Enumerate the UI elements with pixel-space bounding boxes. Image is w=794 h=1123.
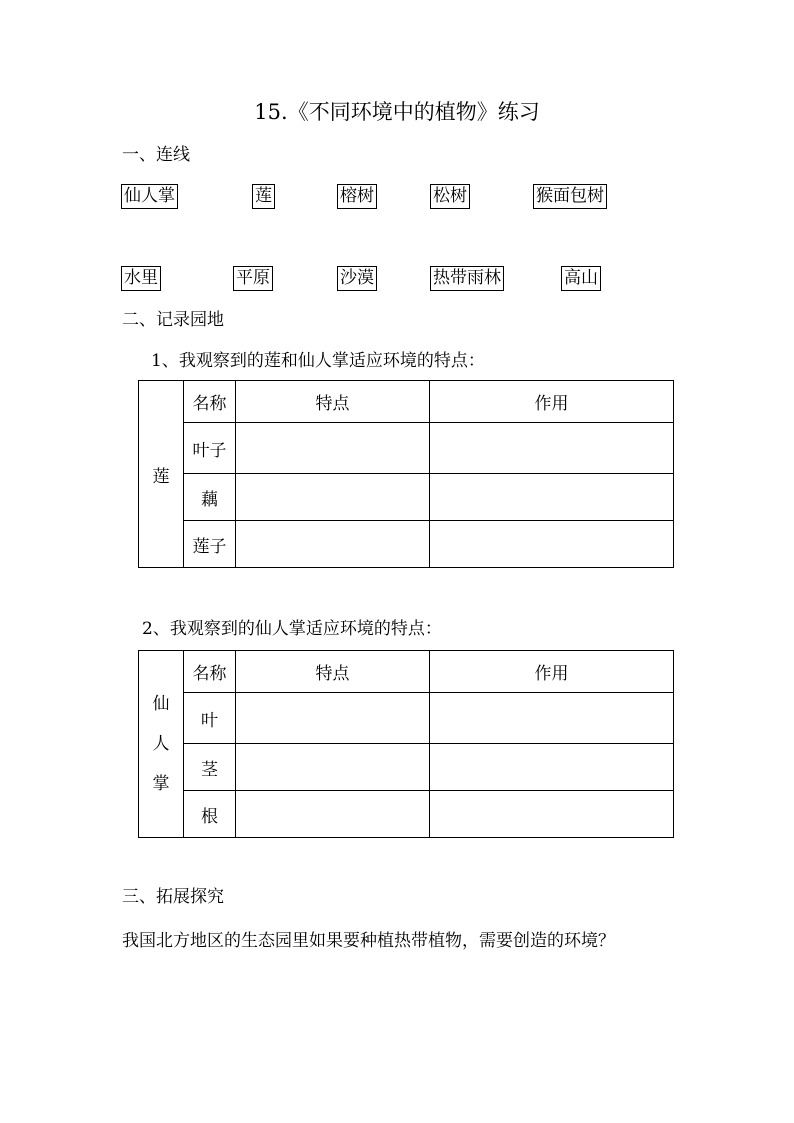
header-name: 名称 xyxy=(184,651,236,693)
cactus-table xyxy=(138,650,674,838)
header-name: 名称 xyxy=(184,381,236,423)
plant-box-baobab[interactable]: 猴面包树 xyxy=(533,184,607,209)
section-2-heading: 二、记录园地 xyxy=(122,310,224,330)
plant-box-lotus[interactable]: 莲 xyxy=(252,184,275,209)
plant-box-cactus[interactable]: 仙人掌 xyxy=(121,184,178,209)
row-label-seed: 莲子 xyxy=(184,521,236,568)
feature-input-stem[interactable] xyxy=(236,744,430,791)
row-label-stem: 茎 xyxy=(184,744,236,791)
environment-box-mountain[interactable]: 高山 xyxy=(561,266,601,291)
environment-box-desert[interactable]: 沙漠 xyxy=(337,266,377,291)
row-label-leaf: 叶子 xyxy=(184,423,236,474)
environment-box-water[interactable]: 水里 xyxy=(121,266,161,291)
page-title: 15.《不同环境中的植物》练习 xyxy=(254,100,540,124)
cactus-group-char-2: 人 xyxy=(152,734,170,754)
question-2: 2、我观察到的仙人掌适应环境的特点： xyxy=(142,619,442,639)
environment-box-plain[interactable]: 平原 xyxy=(233,266,273,291)
plant-box-banyan[interactable]: 榕树 xyxy=(337,184,377,209)
lotus-table xyxy=(138,380,674,568)
lotus-group-cell: 莲 xyxy=(139,381,184,568)
row-label-root: 根 xyxy=(184,791,236,838)
header-feature: 特点 xyxy=(236,381,430,423)
function-input-root[interactable] xyxy=(430,791,674,838)
cactus-group-char-3: 掌 xyxy=(152,774,170,794)
extension-question: 我国北方地区的生态园里如果要种植热带植物，需要创造的环境？ xyxy=(122,931,615,951)
environment-box-rainforest[interactable]: 热带雨林 xyxy=(430,266,504,291)
function-input-stem[interactable] xyxy=(430,744,674,791)
function-input-leaf[interactable] xyxy=(430,423,674,474)
row-label-leaf: 叶 xyxy=(184,693,236,744)
feature-input-seed[interactable] xyxy=(236,521,430,568)
feature-input-leaf[interactable] xyxy=(236,693,430,744)
plant-box-pine[interactable]: 松树 xyxy=(430,184,470,209)
row-label-root: 藕 xyxy=(184,474,236,521)
function-input-seed[interactable] xyxy=(430,521,674,568)
question-1: 1、我观察到的莲和仙人掌适应环境的特点： xyxy=(151,351,485,371)
header-feature: 特点 xyxy=(236,651,430,693)
feature-input-leaf[interactable] xyxy=(236,423,430,474)
section-3-heading: 三、拓展探究 xyxy=(122,887,224,907)
cactus-group-char-1: 仙 xyxy=(152,694,170,714)
cactus-group-cell xyxy=(139,651,184,838)
header-function: 作用 xyxy=(430,651,674,693)
feature-input-root[interactable] xyxy=(236,791,430,838)
header-function: 作用 xyxy=(430,381,674,423)
function-input-root[interactable] xyxy=(430,474,674,521)
function-input-leaf[interactable] xyxy=(430,693,674,744)
feature-input-root[interactable] xyxy=(236,474,430,521)
section-1-heading: 一、连线 xyxy=(122,145,190,165)
